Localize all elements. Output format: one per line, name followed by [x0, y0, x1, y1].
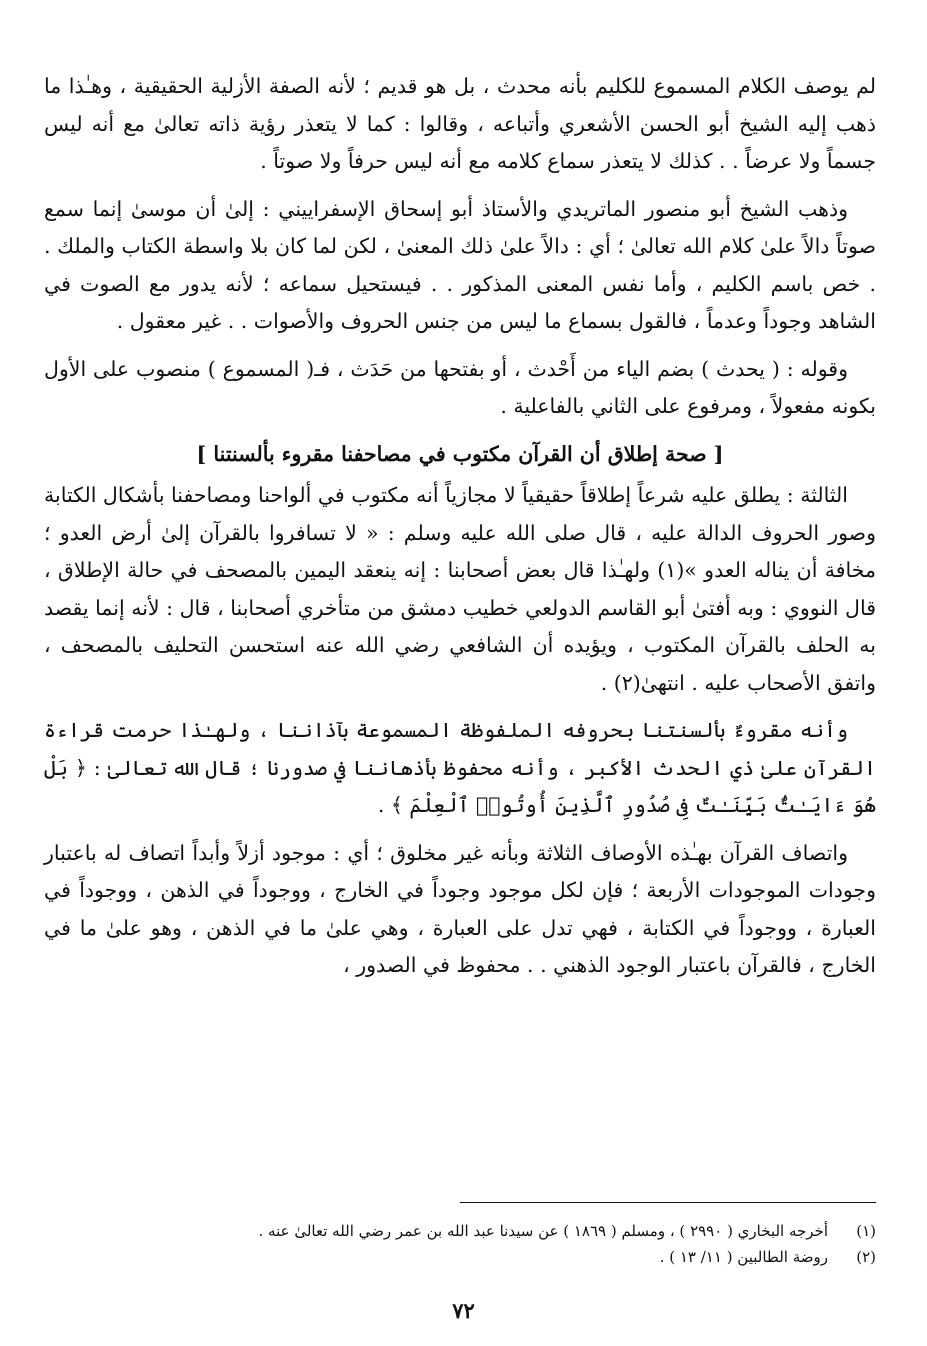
footnote-1 — [44, 1218, 876, 1244]
paragraph-3: وقوله : ( يحدث ) بضم الياء من أَحْدث ، أو بفتحها من حَدَث ، فـ( المسموع ) منصوب على الأول بكونه مفعولاً ، ومرفوع على الثاني بالفاعلية . — [44, 356, 876, 418]
paragraph-4: الثالثة : يطلق عليه شرعاً إطلاقاً حقيقياً لا مجازياً أنه مكتوب في ألواحنا ومصاحفنا بأشكال الكتابة وصور الحروف الدالة عليه ، قال صلى الله عليه وسلم : « لا تسافروا بالقرآن إلىٰ أرض العدو ؛ مخافة أن يناله العدو »(١) ولهـٰذا قال بعض أصحابنا : إنه ينعقد اليمين بالمصحف في حالة الإطلاق ، قال النووي : وبه أفتىٰ أبو القاسم الدولعي خطيب دمشق من متأخري أصحابنا ، قال : لأنه إنما يقصد به الحلف بالقرآن المكتوب ، ويؤيده أن الشافعي رضي الله عنه استحسن التحليف بالمصحف ، واتفق الأصحاب عليه . انتهىٰ(٢) . — [44, 483, 876, 695]
footnote-1-text: أخرجه البخاري ( ٢٩٩٠ ) ، ومسلم ( ١٨٦٩ ) عن سيدنا عبد الله بن عمر رضي الله تعالىٰ عنه . — [258, 1222, 828, 1240]
footnote-2 — [44, 1244, 876, 1270]
section-heading: [ صحة إطلاق أن القرآن مكتوب في مصاحفنا مقروء بألسنتنا ] — [196, 441, 724, 466]
footnotes — [44, 1218, 876, 1270]
footnote-1-number: (١) — [856, 1222, 876, 1240]
footnote-2-text: روضة الطالبين ( ١١/ ١٣ ) . — [659, 1248, 828, 1266]
footnote-divider — [460, 1202, 876, 1203]
paragraph-5: وأنه مقروءٌ بألسنتنا بحروفه الملفوظة المسموعة بآذاننا ، ولهـٰذا حرمت قراءة القرآن علىٰ ذي الحدث الأكبر ، وأنه محفوظ بأذهاننا في صدورنا ؛ قال الله تعالىٰ : ﴿ بَلْ هُوَ ءَايَـٰتٌۢ بَيِّنَـٰتٌ فِى صُدُورِ ٱلَّذِينَ أُوتُوا۟ ٱلْعِلْمَ ﴾ . — [44, 718, 876, 817]
paragraph-6: واتصاف القرآن بهـٰذه الأوصاف الثلاثة وبأنه غير مخلوق ؛ أي : موجود أزلاً وأبداً اتصاف له باعتبار وجودات الموجودات الأربعة ؛ فإن لكل موجود وجوداً في الخارج ، ووجوداً في الذهن ، ووجوداً في العبارة ، ووجوداً في الكتابة ، فهي تدل على العبارة ، وهي علىٰ ما في الذهن ، وهو علىٰ ما في الخارج ، فالقرآن باعتبار الوجود الذهني . . محفوظ في الصدور ، — [44, 840, 876, 977]
page-body — [44, 68, 876, 985]
paragraph-1: لم يوصف الكلام المسموع للكليم بأنه محدث ، بل هو قديم ؛ لأنه الصفة الأزلية الحقيقية ، وهـٰذا ما ذهب إليه الشيخ أبو الحسن الأشعري وأتباعه ، وقالوا : كما لا يتعذر رؤية ذاته تعالىٰ مع أنه ليس جسماً ولا عرضاً . . كذلك لا يتعذر سماع كلامه مع أنه ليس حرفاً ولا صوتاً . — [44, 74, 876, 173]
paragraph-2: وذهب الشيخ أبو منصور الماتريدي والأستاذ أبو إسحاق الإسفراييني : إلىٰ أن موسىٰ إنما سمع صوتاً دالاً علىٰ كلام الله تعالىٰ ؛ أي : دالاً علىٰ ذلك المعنىٰ ، لكن لما كان بلا واسطة الكتاب والملك . . خص باسم الكليم ، وأما نفس المعنى المذكور . . فيستحيل سماعه ؛ لأنه يدور مع الصوت في الشاهد وجوداً وعدماً ، فالقول بسماع ما ليس من جنس الحروف والأصوات . . غير معقول . — [44, 196, 876, 333]
page-number: ٧٢ — [452, 1298, 475, 1323]
footnote-2-number: (٢) — [856, 1248, 876, 1266]
